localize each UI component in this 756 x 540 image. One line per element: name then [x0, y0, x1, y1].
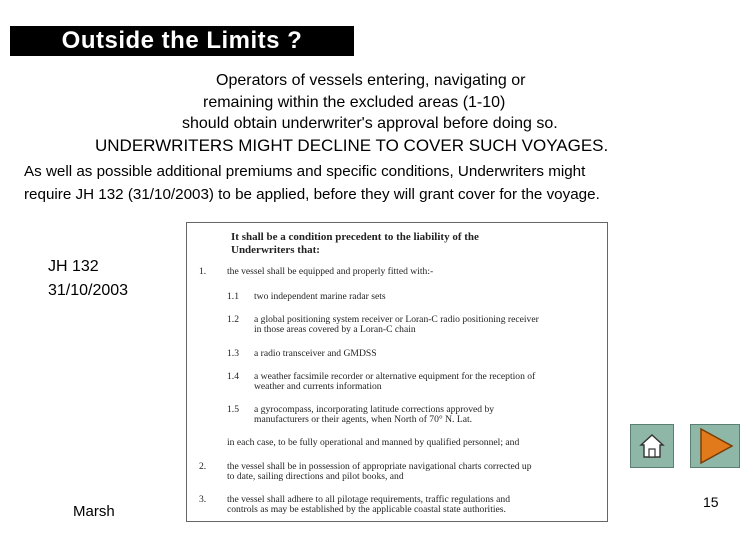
doc-item-text: the vessel shall adhere to all pilotage requirements, traffic regulations and: [227, 494, 511, 505]
intro-line-1: Operators of vessels entering, navigating or: [216, 72, 526, 89]
clause-code: JH 132: [48, 258, 99, 275]
doc-item-number: 1.4: [227, 371, 239, 382]
doc-heading-line-2: Underwriters that:: [231, 244, 320, 256]
doc-item-text: weather and currents information: [254, 381, 382, 392]
warning-line: UNDERWRITERS MIGHT DECLINE TO COVER SUCH VOYAGES.: [95, 136, 609, 155]
intro-line-2: remaining within the excluded areas (1-10): [203, 94, 506, 111]
doc-item-text: in each case, to be fully operational and manned by qualified personnel; and: [227, 437, 520, 448]
doc-item-text: a radio transceiver and GMDSS: [254, 348, 377, 359]
body-line-2: require JH 132 (31/10/2003) to be applied, before they will grant cover for the voyage.: [24, 186, 600, 203]
doc-item-number: 1.5: [227, 404, 239, 415]
doc-heading-line-1: It shall be a condition precedent to the liability of the: [231, 231, 479, 243]
intro-line-3: should obtain underwriter's approval before doing so.: [182, 115, 558, 132]
doc-item-number: 3.: [199, 494, 207, 505]
doc-item-number: 1.2: [227, 314, 239, 325]
doc-item-text: a gyrocompass, incorporating latitude corrections approved by: [254, 404, 495, 415]
doc-item-number: 1.: [199, 266, 207, 277]
home-button[interactable]: [630, 424, 674, 468]
page-number: 15: [703, 494, 719, 510]
doc-item-text: two independent marine radar sets: [254, 291, 386, 302]
doc-item-number: 2.: [199, 461, 207, 472]
footer-brand: Marsh: [73, 503, 115, 520]
doc-item-text: a global positioning system receiver or Loran-C radio positioning receiver: [254, 314, 539, 325]
doc-item-number: 1.1: [227, 291, 239, 302]
doc-item-text: controls as may be established by the applicable coastal state authorities.: [227, 504, 506, 515]
doc-item-text: the vessel shall be equipped and properly fitted with:-: [227, 266, 434, 277]
body-line-1: As well as possible additional premiums and specific conditions, Underwriters might: [24, 163, 586, 180]
clause-document-image: [186, 222, 608, 522]
doc-item-text: the vessel shall be in possession of appropriate navigational charts corrected up: [227, 461, 532, 472]
slide-title: Outside the Limits ?: [61, 27, 303, 54]
doc-item-text: a weather facsimile recorder or alternative equipment for the reception of: [254, 371, 536, 382]
doc-item-text: in those areas covered by a Loran-C chain: [254, 324, 416, 335]
next-slide-button[interactable]: [690, 424, 740, 468]
doc-item-number: 1.3: [227, 348, 239, 359]
next-arrow-icon: [690, 424, 740, 468]
clause-date: 31/10/2003: [48, 282, 129, 299]
doc-item-text: manufacturers or their agents, when North of 70° N. Lat.: [254, 414, 473, 425]
home-icon: [631, 425, 673, 467]
doc-item-text: to date, sailing directions and pilot books, and: [227, 471, 404, 482]
